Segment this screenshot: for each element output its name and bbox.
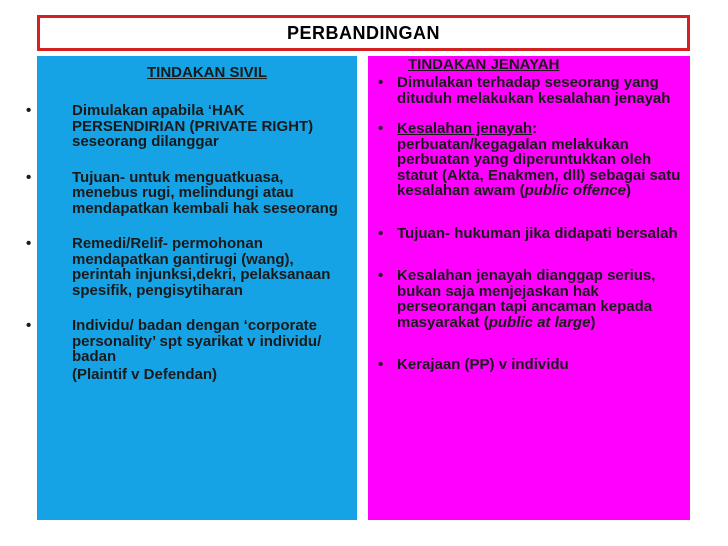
bullet-icon: •: [378, 356, 384, 373]
list-item: [26, 235, 357, 299]
list-item-italic: public offence: [524, 182, 626, 199]
list-item-text: Tujuan- hukuman jika didapati bersalah: [397, 224, 678, 242]
list-item-text: Remedi/Relif- permohonan mendapatkan gantirugi (wang), perintah injunksi,dekri, pelaksanaan spesifik, pengisytiharan: [72, 235, 331, 299]
title-box: [37, 15, 690, 51]
list-item-tail: (Plaintif v Defendan): [72, 365, 218, 383]
list-item: [26, 168, 357, 217]
bullet-icon: •: [26, 102, 32, 119]
list-item: [368, 226, 690, 242]
list-item-end: ): [625, 182, 631, 199]
bullet-icon: •: [26, 235, 32, 252]
list-item-text: Kerajaan (PP) v individu: [397, 356, 569, 373]
list-item-text: : perbuatan/kegagalan melakukan perbuatan yang diperuntukkan oleh statut (Akta, Enakmen, dll) sebagai satu kesalahan awam (: [397, 120, 681, 199]
list-item-text: Kesalahan jenayah dianggap serius, bukan saja menjejaskan hak perseorangan tapi ancaman kepada masyarakat (: [397, 267, 656, 331]
list-item-text: Dimulakan apabila ‘HAK PERSENDIRIAN (PRIVATE RIGHT) seseorang dilanggar: [72, 102, 314, 150]
bullet-icon: •: [26, 168, 32, 186]
bullet-icon: •: [378, 120, 384, 137]
bullet-icon: •: [378, 224, 384, 242]
civil-list: [26, 102, 357, 383]
bullet-icon: •: [378, 267, 384, 284]
list-item-end: ): [590, 313, 596, 331]
bullet-icon: •: [378, 74, 384, 91]
criminal-list: [368, 75, 690, 373]
list-item: [368, 357, 690, 373]
list-item: [26, 102, 357, 150]
criminal-heading: TINDAKAN JENAYAH: [408, 56, 560, 73]
slide-title: PERBANDINGAN: [286, 22, 440, 43]
list-item-text: Tujuan- untuk menguatkuasa, menebus rugi, melindungi atau mendapatkan kembali hak seseorang: [72, 168, 338, 217]
list-item-text: Dimulakan terhadap seseorang yang dituduh melakukan kesalahan jenayah: [397, 74, 671, 107]
list-item-term: Kesalahan jenayah: [397, 120, 533, 137]
list-item: [368, 75, 690, 106]
civil-heading: TINDAKAN SIVIL: [147, 64, 267, 81]
list-item-italic: public at large: [488, 313, 591, 331]
civil-column: [26, 56, 357, 520]
list-item: [368, 121, 690, 199]
bullet-icon: •: [26, 317, 32, 334]
criminal-column: [368, 56, 690, 520]
list-item: [26, 317, 357, 383]
list-item: [368, 268, 690, 330]
list-item-text: Individu/ badan dengan ‘corporate personality’ spt syarikat v individu/ badan: [72, 317, 322, 365]
